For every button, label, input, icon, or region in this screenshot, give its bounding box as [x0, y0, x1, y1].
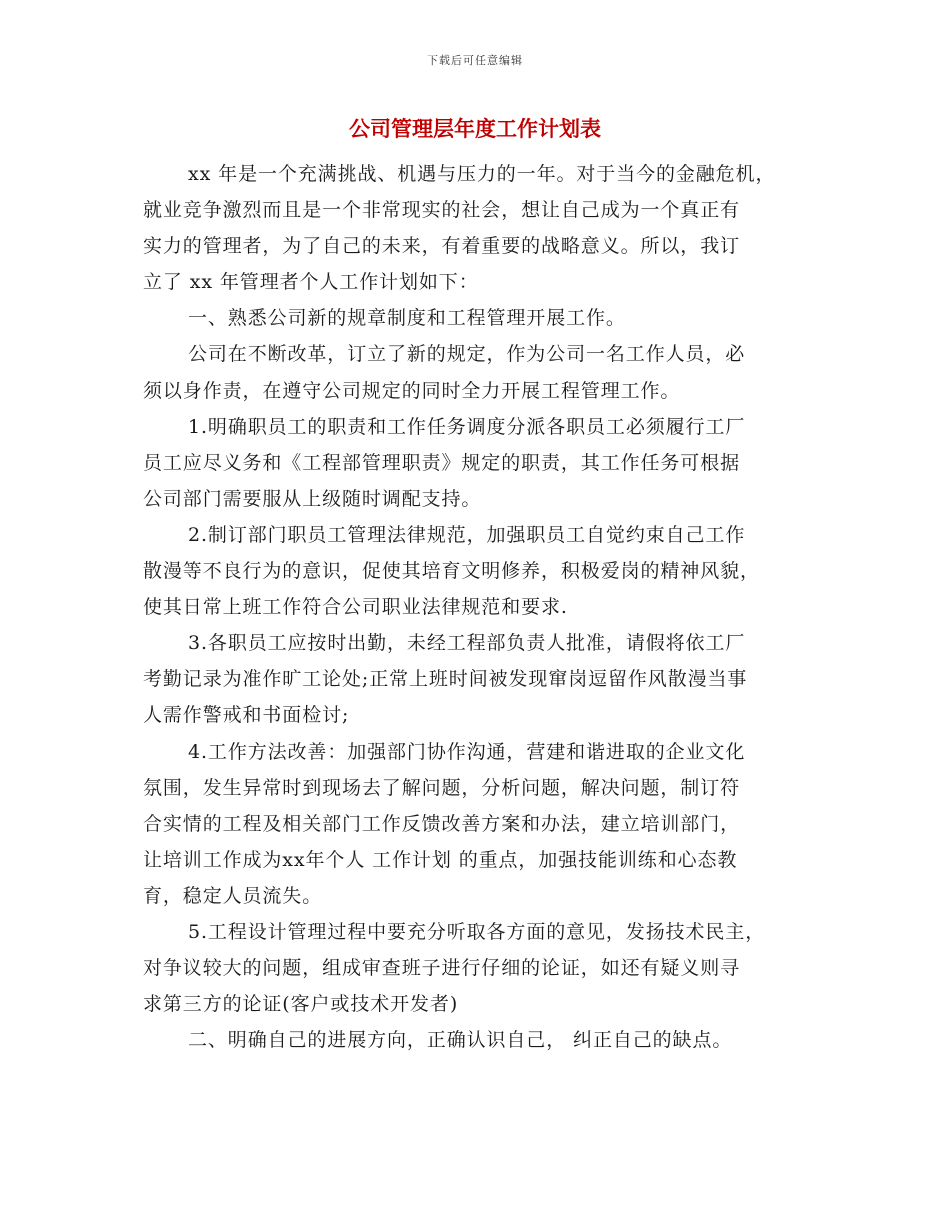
text-line: 育，稳定人员流失。	[143, 884, 323, 907]
document-title: 公司管理层年度工作计划表	[349, 117, 601, 141]
text-line: 使其日常上班工作符合公司职业法律规范和要求.	[143, 596, 568, 619]
header-note: 下载后可任意编辑	[427, 54, 523, 67]
text-line: xx 年是一个充满挑战、机遇与压力的一年。对于当今的金融危机，	[188, 163, 776, 185]
text-line: 人需作警戒和书面检讨;	[143, 704, 350, 727]
text-line: 2.制订部门职员工管理法律规范，加强职员工自觉约束自己工作	[188, 523, 746, 546]
text-line: 须以身作责，在遵守公司规定的同时全力开展工程管理工作。	[143, 379, 681, 402]
text-line: 让培训工作成为xx年个人 工作计划 的重点，加强技能训练和心态教	[143, 848, 738, 871]
text-line: 对争议较大的问题，组成审查班子进行仔细的论证，如还有疑义则寻	[143, 957, 741, 980]
text-line: 求第三方的论证(客户或技术开发者)	[143, 993, 459, 1016]
text-line: 立了 xx 年管理者个人工作计划如下：	[143, 271, 479, 294]
text-line: 公司在不断改革，订立了新的规定，作为公司一名工作人员，必	[188, 343, 746, 366]
text-line: 1.明确职员工的职责和工作任务调度分派各职员工必须履行工厂	[188, 415, 746, 438]
text-line: 一、熟悉公司新的规章制度和工程管理开展工作。	[188, 307, 626, 330]
text-line: 就业竞争激烈而且是一个非常现实的社会，想让自己成为一个真正有	[143, 199, 741, 222]
text-line: 3.各职员工应按时出勤，未经工程部负责人批准，请假将依工厂	[188, 632, 746, 655]
text-line: 员工应尽义务和《工程部管理职责》规定的职责，其工作任务可根据	[143, 451, 741, 474]
text-line: 5.工程设计管理过程中要充分听取各方面的意见，发扬技术民主，	[188, 920, 766, 943]
text-line: 实力的管理者，为了自己的未来，有着重要的战略意义。所以，我订	[143, 235, 741, 258]
text-line: 公司部门需要服从上级随时调配支持。	[143, 487, 482, 510]
text-line: 4.工作方法改善：加强部门协作沟通，营建和谐进取的企业文化	[188, 740, 746, 763]
document-body	[143, 156, 808, 1058]
text-line: 合实情的工程及相关部门工作反馈改善方案和办法，建立培训部门，	[143, 812, 741, 835]
text-line: 散漫等不良行为的意识，促使其培育文明修养，积极爱岗的精神风貌，	[143, 560, 760, 583]
text-line: 考勤记录为准作旷工论处;正常上班时间被发现窜岗逗留作风散漫当事	[143, 668, 748, 691]
text-line: 二、明确自己的进展方向，正确认识自己， 纠正自己的缺点。	[188, 1029, 733, 1052]
text-line: 氛围，发生异常时到现场去了解问题，分析问题，解决问题，制订符	[143, 776, 741, 799]
